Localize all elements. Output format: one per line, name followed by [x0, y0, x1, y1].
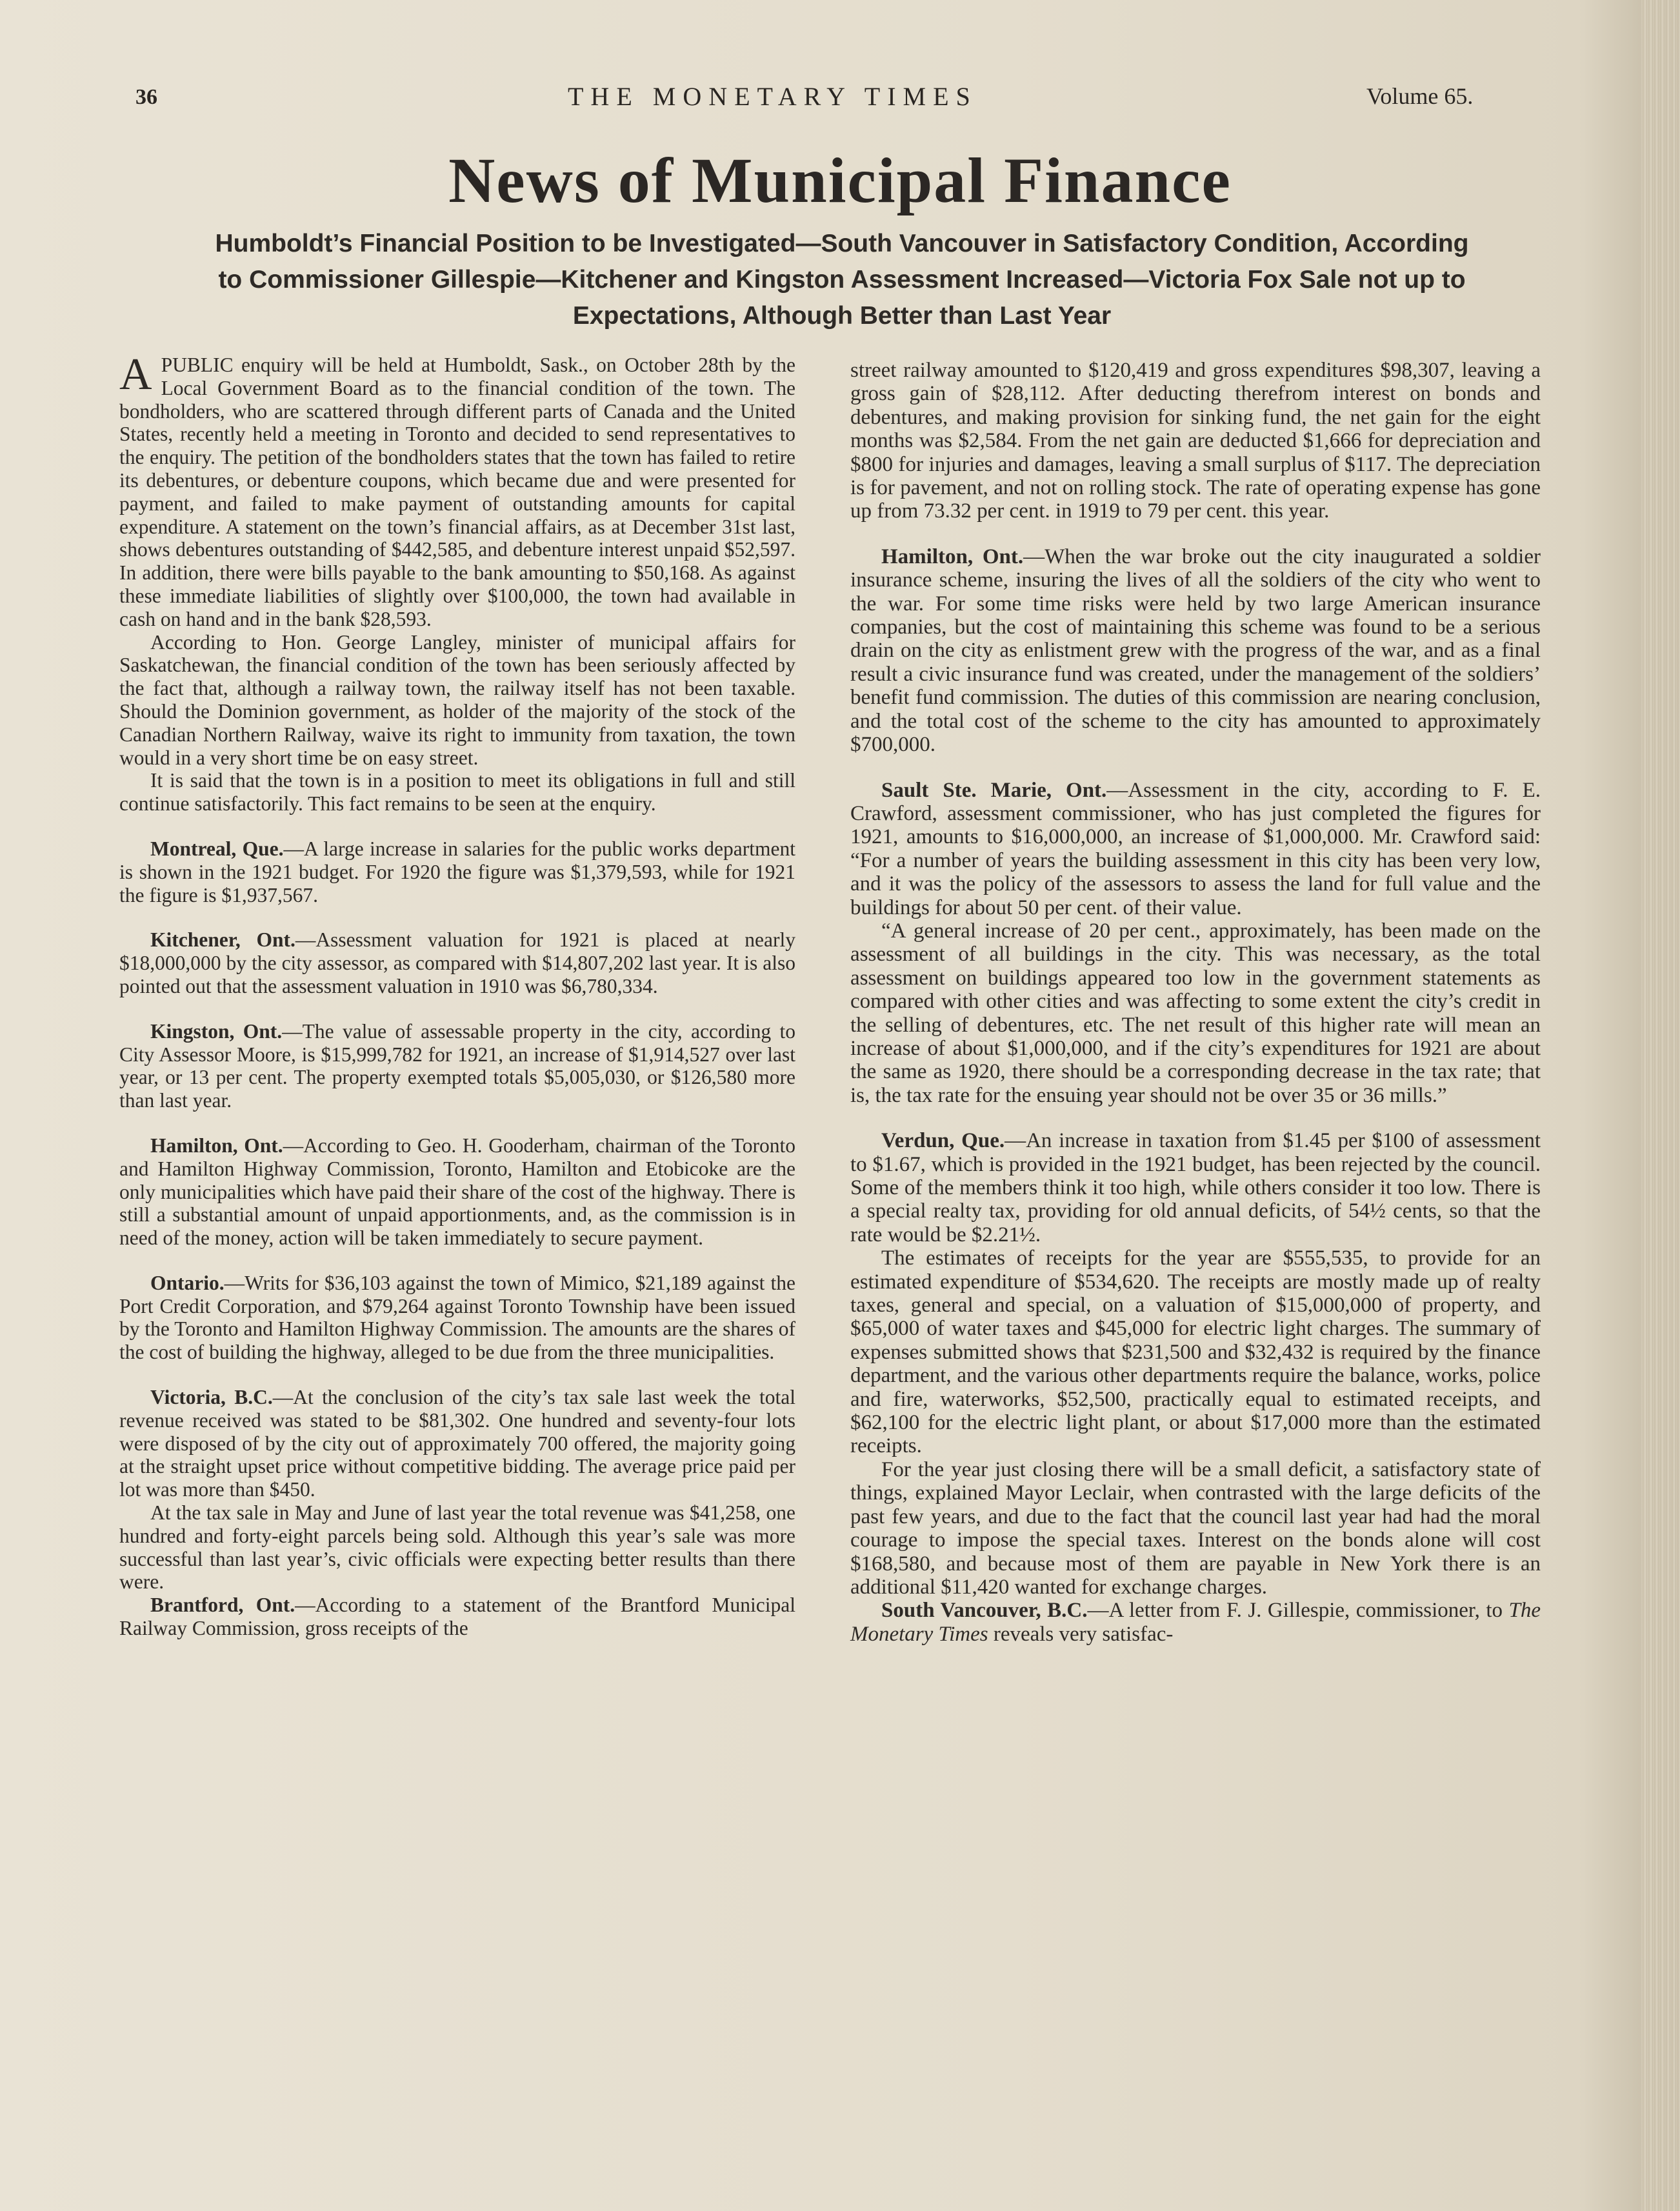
item-kingston: Kingston, Ont.—The value of assessable property in the city, according to City Assessor Moore, is $15,999,782 for 1921, an increase of $1,914,527 over last year, or 13 per cent. The property exempted totals $5,005,030, or $126,580 more than last year. [119, 1019, 795, 1112]
item-hamilton-insurance: Hamilton, Ont.—When the war broke out the city inaugurated a soldier insurance scheme, insuring the lives of all the soldiers of the city who went to the war. For some time risks were held by two large American insurance companies, but the cost of maintaining this scheme was found to be a serious drain on the city as enlistment grew with the progress of the war, and as a final result a civic insurance fund was created, under the management of the soldiers’ benefit fund commission. The duties of this commission are nearing conclusion, and the total cost of the scheme to the city has amounted to approximately $700,000. [850, 545, 1541, 757]
paragraph-obligations: It is said that the town is in a position to meet its obligations in full and still continue satisfactorily. This fact remains to be seen at the enquiry. [119, 769, 795, 815]
item-verdun: Verdun, Que.—An increase in taxation from $1.45 per $100 of assessment to $1.67, which is provided in the 1921 budget, has been rejected by the council. Some of the members think it too high, while others consider it too low. There is a special realty tax, providing for old annual deficits, of 54½ cents, so that the rate would be $2.21½. [850, 1129, 1541, 1246]
column-right [850, 359, 1541, 1646]
headline: News of Municipal Finance [448, 145, 1232, 216]
item-victoria: Victoria, B.C.—At the conclusion of the city’s tax sale last week the total revenue received was stated to be $81,302. One hundred and seventy-four lots were disposed of by the city out of approximately 700 offered, the majority going at the straight upset price without competitive bidding. The average price paid per lot was more than $450. [119, 1386, 795, 1501]
drop-cap: A [119, 350, 152, 399]
item-ontario: Ontario.—Writs for $36,103 against the town of Mimico, $21,189 against the Port Credit Corporation, and $79,264 against Toronto Township have been issued by the Toronto and Hamilton Highway Commission. The amounts are the shares of the cost of building the highway, alleged to be due from the three municipalities. [119, 1271, 795, 1364]
paragraph-brantford-continued: street railway amounted to $120,419 and gross expenditures $98,307, leaving a gross gain of $28,112. After deducting therefrom interest on bonds and debentures, and making provision for sinking fund, the net gain for the eight months was $2,584. From the net gain are deducted $1,666 for depreciation and $800 for injuries and damages, leaving a small surplus of $117. The depreciation is for pavement, and not on rolling stock. The rate of operating expense has gone up from 73.32 per cent. in 1919 to 79 per cent. this year. [850, 359, 1541, 523]
item-hamilton-highway: Hamilton, Ont.—According to Geo. H. Gooderham, chairman of the Toronto and Hamilton Highway Commission, Toronto, Hamilton and Etobicoke are the only municipalities which have paid their share of the cost of the highway. There is still a substantial amount of unpaid apportionments, and, as the commission is in need of the money, action will be taken immediately to secure payment. [119, 1134, 795, 1250]
column-left [119, 350, 796, 1640]
item-brantford: Brantford, Ont.—According to a statement of the Brantford Municipal Railway Commission, gross receipts of the [119, 1594, 796, 1640]
page-edge [1641, 0, 1680, 2211]
item-sault-ste-marie: Sault Ste. Marie, Ont.—Assessment in the city, according to F. E. Crawford, assessment commissioner, who has just completed the figures for 1921, amounts to $16,000,000, an increase of $1,000,000. Mr. Crawford said: “For a number of years the building assessment in this city has been very low, and it was the policy of the assessors to assess the land for full value and the buildings for about 50 per cent. of their value. [850, 778, 1541, 919]
paragraph-verdun-estimates: The estimates of receipts for the year are $555,535, to provide for an estimated expenditure of $534,620. The receipts are mostly made up of realty taxes, general and special, on a valuation of $15,000,000 of property, and $65,000 of water taxes and $45,000 for electric light charges. The summary of expenses submitted shows that $231,500 and $32,432 is required by the finance department, and the various other departments require the balance, works, police and fire, waterworks, $52,500, practically equal to estimated receipts, and $62,100 for the electric light plant, or about $17,000 more than the estimated receipts. [850, 1246, 1541, 1458]
journal-title: THE MONETARY TIMES [568, 82, 977, 111]
item-kitchener: Kitchener, Ont.—Assessment valuation for 1921 is placed at nearly $18,000,000 by the city assessor, as compared with $14,807,202 last year. It is also pointed out that the assessment valuation in 1910 was $6,780,334. [119, 928, 795, 997]
paragraph-langley: According to Hon. George Langley, minister of municipal affairs for Saskatchewan, the financial condition of the town has been seriously affected by the fact that, although a railway town, the railway itself has not been taxable. Should the Dominion government, as holder of the majority of the stock of the Canadian Northern Railway, waive its right to immunity from taxation, the town would in a very short time be on easy street. [119, 630, 795, 769]
item-montreal: Montreal, Que.—A large increase in salaries for the public works department is shown in the 1921 budget. For 1920 the figure was $1,379,593, while for 1921 the figure is $1,937,567. [119, 837, 795, 906]
paragraph-humboldt: APUBLIC enquiry will be held at Humboldt, Sask., on October 28th by the Local Government Board as to the financial condition of the town. The bondholders, who are scattered through different parts of Canada and the United States, recently held a meeting in Toronto and decided to send representatives to the enquiry. The petition of the bondholders states that the town has failed to retire its debentures, or debenture coupons, which became due and were presented for payment, and failed to make payment of outstanding amounts for capital expenditure. A statement on the town’s financial affairs, as at December 31st last, shows debentures outstanding of $442,585, and debenture interest unpaid $52,597. In addition, there were bills payable to the bank amounting to $50,168. As against these immediate liabilities of slightly over $100,000, the town had available in cash on hand and in the bank $28,593. [119, 350, 795, 630]
paragraph-victoria-last-year: At the tax sale in May and June of last year the total revenue was $41,258, one hundred and forty-eight parcels being sold. Although this year’s sale was more successful than last year’s, civic officials were expecting better results than there were. [119, 1501, 795, 1594]
page-number: 36 [135, 85, 157, 109]
paragraph-verdun-deficit: For the year just closing there will be a small deficit, a satisfactory state of things, explained Mayor Leclair, when contrasted with the large deficits of the past few years, and due to the fact that the council last year had had the moral courage to impose the special taxes. Interest on the bonds alone will cost $168,580, and because most of them are payable in New York there is an additional $11,420 wanted for exchange charges. [850, 1457, 1541, 1599]
item-south-vancouver: South Vancouver, B.C.—A letter from F. J. Gillespie, commissioner, to The Monetary Times reveals very satisfac- [850, 1599, 1541, 1646]
volume-label: Volume 65. [1366, 83, 1474, 109]
deck-subheadline: Humboldt’s Financial Position to be Investigated—South Vancouver in Satisfactory Condition, According to Commissioner Gillespie—Kitchener and Kingston Assessment Increased—Victoria Fox Sale not up to Expectations, Although Better than Last Year [215, 230, 1469, 330]
running-head [0, 76, 1680, 121]
paragraph-sault-quote: “A general increase of 20 per cent., approximately, has been made on the assessment of all buildings in the city. This was necessary, as the total assessment on buildings appeared too low in the government statements as compared with other cities and was affecting to some extent the city’s credit in the selling of debentures, etc. The net result of this higher rate will mean an increase of about $1,000,000, and if the city’s expenditures for 1921 are about the same as 1920, there should be a corresponding decrease in the tax rate; that is, the tax rate for the ensuing year should not be over 35 or 36 mills.” [850, 919, 1541, 1107]
